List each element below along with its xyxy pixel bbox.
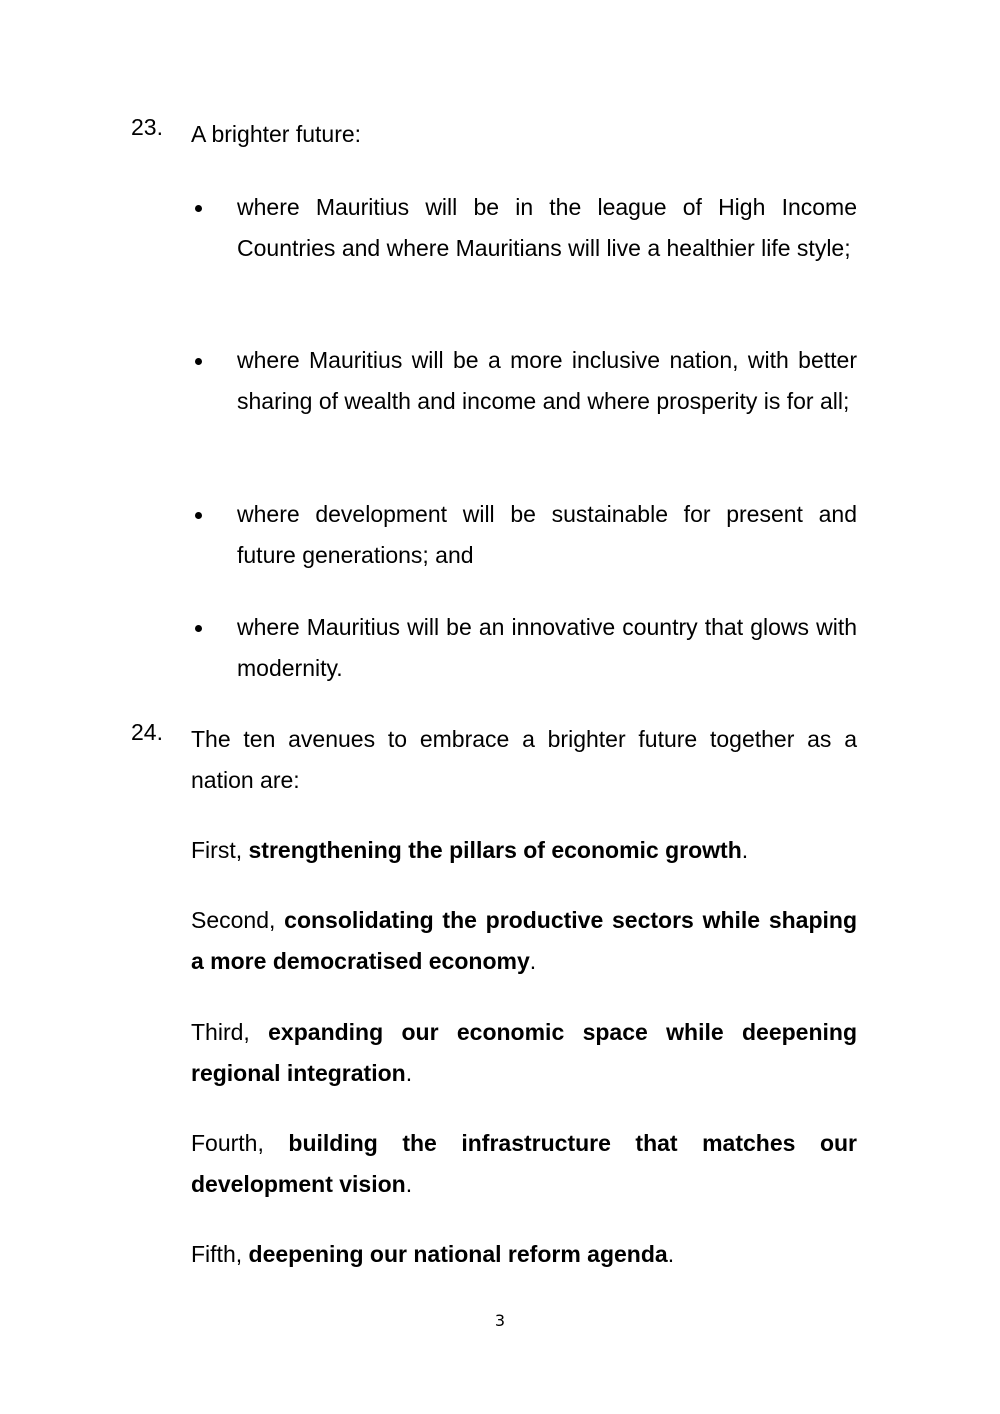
avenue-title: consolidating the productive sectors while shaping a more democratised economy bbox=[191, 907, 858, 974]
avenue-item bbox=[191, 1012, 857, 1094]
paragraph-number: 23. bbox=[131, 114, 163, 140]
bullet-icon bbox=[195, 512, 202, 519]
avenue-item bbox=[191, 1234, 857, 1275]
avenue-ordinal: Second, bbox=[191, 907, 276, 933]
bullet-icon bbox=[195, 358, 202, 365]
avenue-end: . bbox=[405, 1060, 413, 1086]
avenue-item bbox=[191, 1123, 857, 1205]
page-number: 3 bbox=[494, 1311, 506, 1330]
avenue-ordinal: First, bbox=[191, 837, 243, 863]
bullet-item: where Mauritius will be an innovative country that glows with modernity. bbox=[237, 614, 857, 681]
bullet-item: where development will be sustainable for present and future generations; and bbox=[237, 501, 857, 568]
bullet-icon bbox=[195, 205, 202, 212]
paragraph-heading: A brighter future: bbox=[191, 121, 362, 147]
bullet-item: where Mauritius will be a more inclusive nation, with better sharing of wealth and income and where prosperity is for all; bbox=[237, 347, 857, 414]
paragraph-number: 24. bbox=[131, 719, 163, 745]
avenue-title: deepening our national reform agenda bbox=[248, 1241, 668, 1267]
avenue-end: . bbox=[741, 837, 749, 863]
bullet-item: where Mauritius will be in the league of High Income Countries and where Mauritians will live a healthier life style; bbox=[237, 194, 857, 261]
avenue-end: . bbox=[529, 948, 537, 974]
avenue-title: building the infrastructure that matches our development vision bbox=[191, 1130, 858, 1197]
avenue-ordinal: Fifth, bbox=[191, 1241, 243, 1267]
paragraph-text: The ten avenues to embrace a brighter future together as a nation are: bbox=[191, 726, 857, 793]
avenue-end: . bbox=[405, 1171, 413, 1197]
avenue-ordinal: Third, bbox=[191, 1019, 250, 1045]
bullet-icon bbox=[195, 625, 202, 632]
avenue-end: . bbox=[667, 1241, 675, 1267]
avenue-item bbox=[191, 830, 857, 871]
avenue-item bbox=[191, 900, 857, 982]
avenue-title: expanding our economic space while deepening regional integration bbox=[191, 1019, 857, 1086]
avenue-title: strengthening the pillars of economic growth bbox=[248, 837, 742, 863]
avenue-ordinal: Fourth, bbox=[191, 1130, 264, 1156]
